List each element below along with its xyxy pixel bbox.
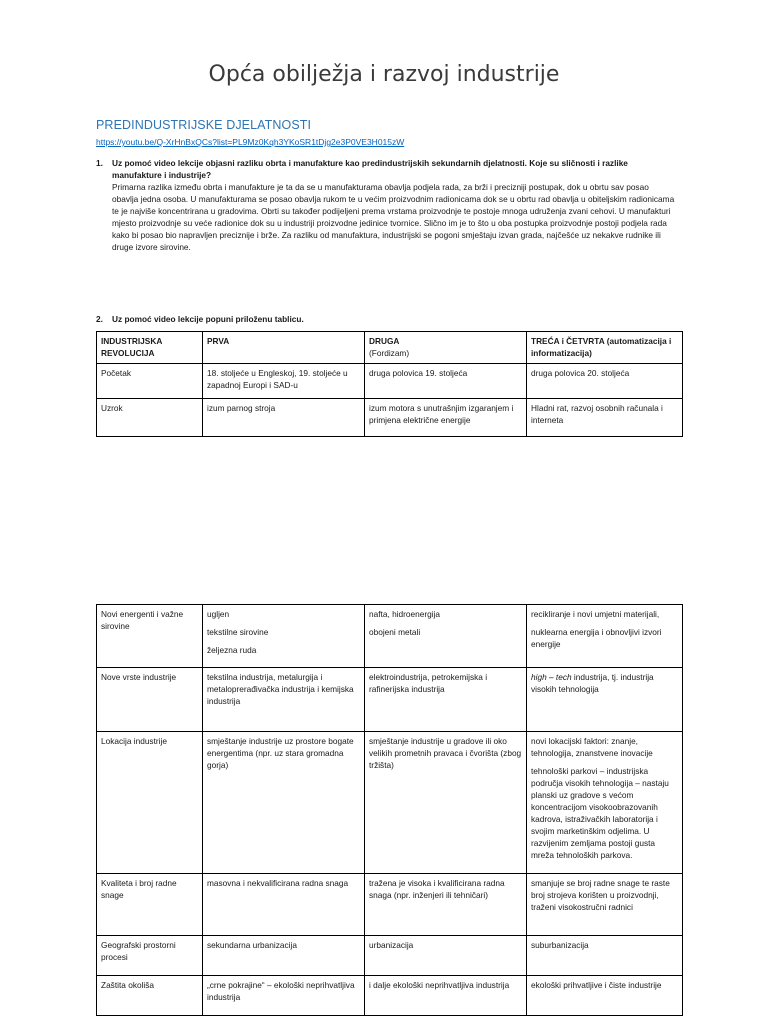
table-cell: „crne pokrajine“ – ekološki neprihvatljiva industrija: [203, 976, 365, 1016]
header-label: DRUGA: [369, 336, 400, 346]
table-row: [97, 936, 683, 976]
table-row: [97, 364, 683, 399]
table-cell: izum parnog stroja: [203, 399, 365, 437]
cell-line: ugljen: [207, 609, 230, 619]
row-label: Zaštita okoliša: [97, 976, 203, 1016]
table-cell: i dalje ekološki neprihvatljiva industrija: [365, 976, 527, 1016]
table-header-cell: [365, 332, 527, 364]
table-row: [97, 668, 683, 732]
table-cell: smještanje industrije u gradove ili oko velikih prometnih pravaca i čvorišta (zbog tržišta): [365, 732, 527, 874]
table-cell: [203, 605, 365, 668]
cell-line: nuklearna energija i obnovljivi izvori energije: [531, 627, 662, 649]
row-label: Novi energenti i važne sirovine: [97, 605, 203, 668]
cell-text: industrija, tj. industrija visokih tehnologija: [531, 672, 654, 694]
table-cell: 18. stoljeće u Engleskoj, 19. stoljeće u zapadnoj Europi i SAD-u: [203, 364, 365, 399]
cell-line: novi lokacijski faktori: znanje, tehnologija, znanstvene inovacije: [531, 736, 653, 758]
row-label: Uzrok: [97, 399, 203, 437]
table-row: [97, 976, 683, 1016]
question-number: 1.: [96, 158, 103, 168]
table-row: [97, 399, 683, 437]
cell-line: tehnološki parkovi – industrijska područja visokih tehnologija – nastaju planski uz gradove s većom koncentracijom visokoobrazovanih kadrova, istraživačkih laboratorija i svojim marketinškim odjelima. U razvijenim zemljama postoji gusta mreža tehnoloških parkova.: [531, 766, 669, 860]
table-cell: elektroindustrija, petrokemijska i rafinerijska industrija: [365, 668, 527, 732]
table-cell: druga polovica 19. stoljeća: [365, 364, 527, 399]
revolution-table-bottom: [96, 604, 683, 1016]
table-row: [97, 605, 683, 668]
row-label: Kvaliteta i broj radne snage: [97, 874, 203, 936]
question-2: [96, 313, 676, 325]
table-cell: smještanje industrije uz prostore bogate energentima (npr. uz stara gromadna gorja): [203, 732, 365, 874]
table-cell: izum motora s unutrašnjim izgaranjem i primjena električne energije: [365, 399, 527, 437]
table-header-cell: INDUSTRIJSKA REVOLUCIJA: [97, 332, 203, 364]
row-label: Lokacija industrije: [97, 732, 203, 874]
table-cell: [365, 605, 527, 668]
table-cell: tekstilna industrija, metalurgija i metaloprerađivačka industrija i kemijska industrija: [203, 668, 365, 732]
table-cell: ekološki prihvatljive i čiste industrije: [527, 976, 683, 1016]
row-label: Početak: [97, 364, 203, 399]
row-label: Nove vrste industrije: [97, 668, 203, 732]
question-1: [96, 157, 676, 253]
table-cell: druga polovica 20. stoljeća: [527, 364, 683, 399]
cell-line: nafta, hidroenergija: [369, 609, 441, 619]
row-label: Geografski prostorni procesi: [97, 936, 203, 976]
table-cell: [527, 668, 683, 732]
table-cell: smanjuje se broj radne snage te raste broj strojeva korišten u proizvodnji, traženi visokostručni radnici: [527, 874, 683, 936]
table-cell: suburbanizacija: [527, 936, 683, 976]
video-link[interactable]: https://youtu.be/Q-XrHnBxQCs?list=PL9Mz0Kqh3YKoSR1tDjg2e3P0VE3H015zW: [96, 137, 405, 147]
table-cell: tražena je visoka i kvalificirana radna snaga (npr. inženjeri ili tehničari): [365, 874, 527, 936]
table-header-cell: PRVA: [203, 332, 365, 364]
table-row: [97, 874, 683, 936]
section-heading: PREDINDUSTRIJSKE DJELATNOSTI: [96, 118, 312, 132]
revolution-table-top: [96, 331, 683, 437]
table-header-row: [97, 332, 683, 364]
table-cell: masovna i nekvalificirana radna snaga: [203, 874, 365, 936]
table-cell: urbanizacija: [365, 936, 527, 976]
cell-line: željezna ruda: [207, 645, 257, 655]
question-text: Uz pomoć video lekcije popuni priloženu tablicu.: [112, 314, 304, 324]
table-cell: sekundarna urbanizacija: [203, 936, 365, 976]
cell-line: recikliranje i novi umjetni materijali,: [531, 609, 660, 619]
table-cell: [527, 605, 683, 668]
table-row: [97, 732, 683, 874]
table-header-cell: TREĆA i ČETVRTA (automatizacija i informatizacija): [527, 332, 683, 364]
question-answer: Primarna razlika između obrta i manufakture je ta da se u manufakturama obavlja podjela rada, za brži i precizniji postupak, dok u obrtu sav posao obavlja jedna osoba. U manufakturama se posao obavlja rukom te u većim proizvodnim radionicama dok se u obrtu rad obavlja u obiteljskim radionicama te je najviše koncentrirana u gradovima. Obrti su također podijeljeni prema vrstama proizvodnje te postoje mnoga udruženja zvani cehovi. U manufakturi mjesto proizvodnje su veće radionice dok su u industriji proizvodne jedinice tvornice. Slično im je to što u oba postupka proizvodnje postoji podjela rada kako bi posao bio napravljen preciznije i brže. Za razliku od manufaktura, industrijski se pogoni smještaju izvan grada, najčešće uz nekakve rudnike ili druge izvore sirovine.: [112, 182, 675, 252]
table-cell: Hladni rat, razvoj osobnih računala i interneta: [527, 399, 683, 437]
question-text: Uz pomoć video lekcije objasni razliku obrta i manufakture kao predindustrijskih sekundarnih djelatnosti. Koje su sličnosti i razlike manufakture i industrije?: [112, 158, 628, 180]
question-number: 2.: [96, 314, 103, 324]
header-sublabel: (Fordizam): [369, 348, 410, 358]
cell-line: tekstilne sirovine: [207, 627, 269, 637]
italic-term: high – tech: [531, 672, 572, 682]
table-cell: [527, 732, 683, 874]
cell-line: obojeni metali: [369, 627, 421, 637]
page-title: Opća obilježja i razvoj industrije: [208, 62, 560, 87]
